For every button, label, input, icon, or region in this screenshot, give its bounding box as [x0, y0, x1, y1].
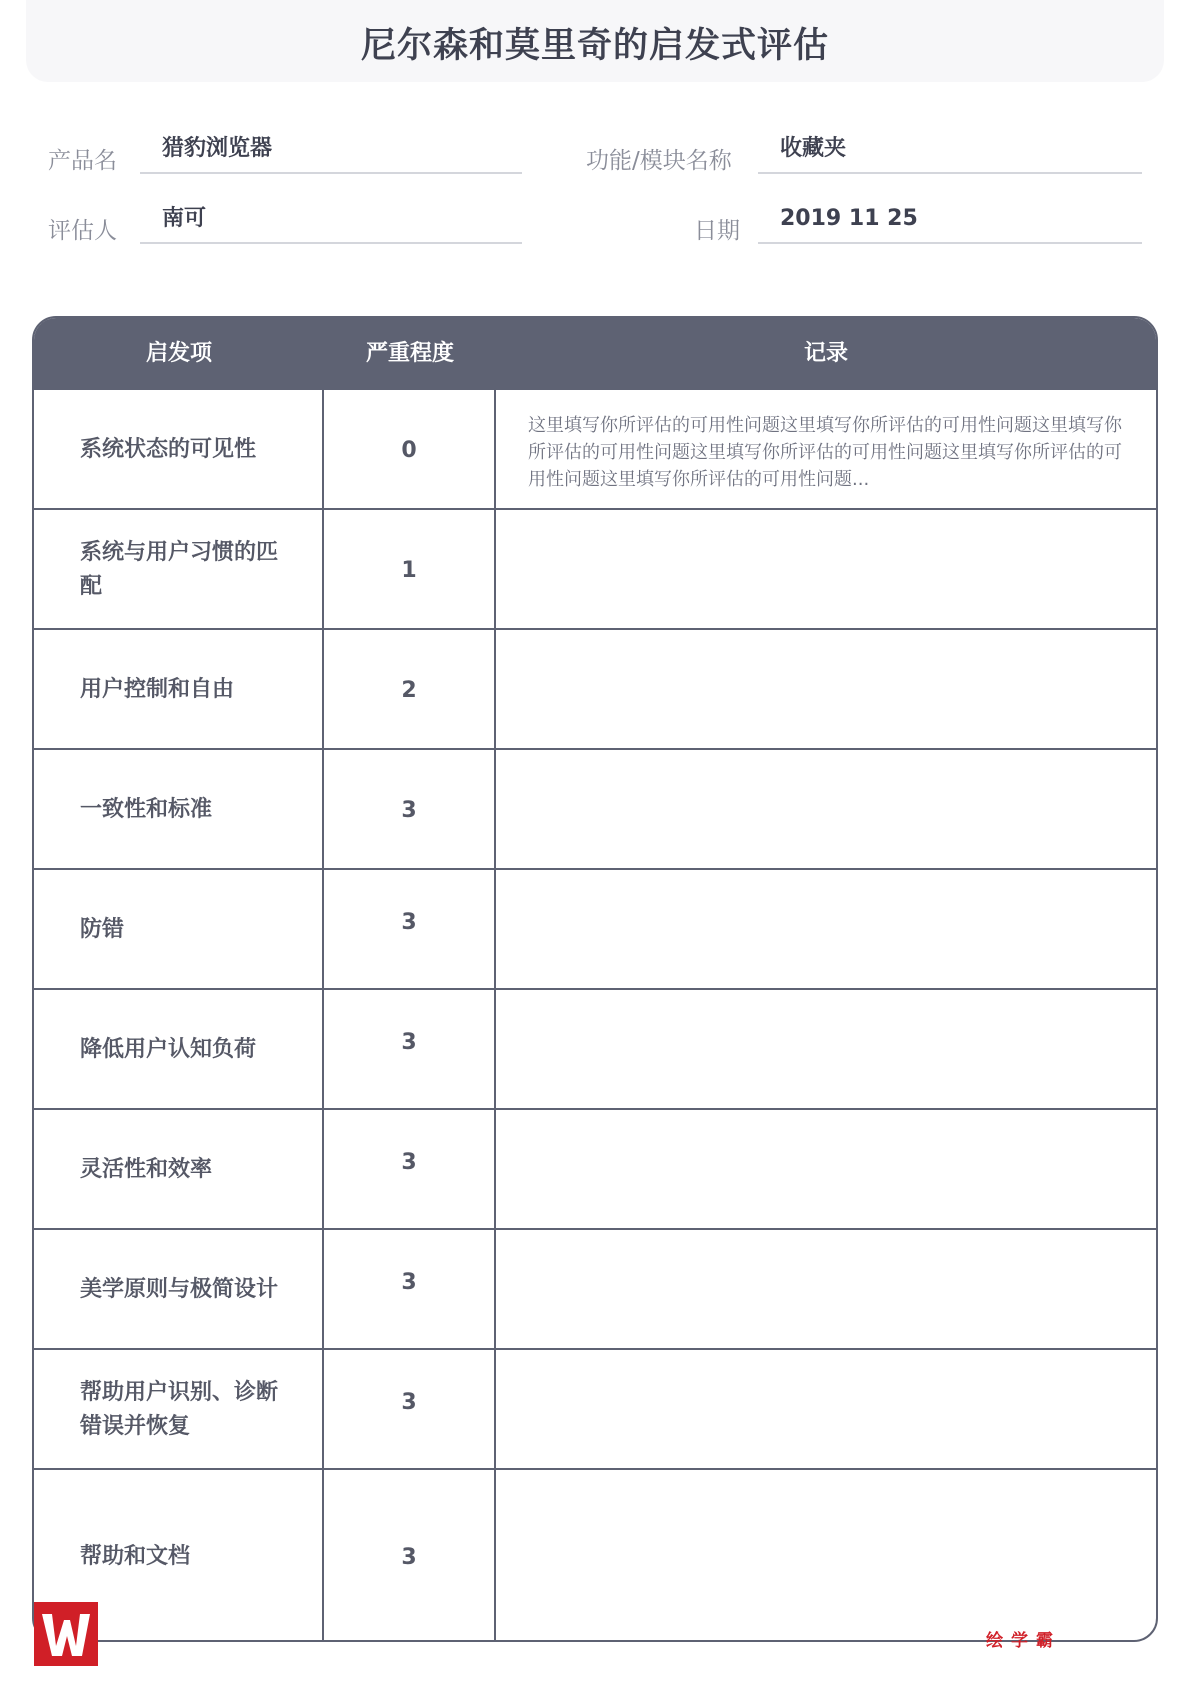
- page-title: 尼尔森和莫里奇的启发式评估: [360, 26, 829, 66]
- table-row: [34, 508, 1156, 630]
- severity-cell[interactable]: 2: [324, 630, 496, 750]
- evaluator-field[interactable]: 南可: [140, 202, 522, 244]
- header-notes: 记录: [803, 341, 848, 366]
- severity-cell[interactable]: 3: [324, 750, 496, 870]
- table-row: [34, 748, 1156, 870]
- notes-cell[interactable]: [496, 1230, 1156, 1350]
- notes-cell[interactable]: [496, 750, 1156, 870]
- notes-cell[interactable]: [496, 870, 1156, 990]
- module-label: 功能/模块名称: [586, 148, 732, 174]
- module-field[interactable]: 收藏夹: [758, 132, 1142, 174]
- heuristic-cell: 降低用户认知负荷: [34, 990, 324, 1110]
- heuristic-cell: 灵活性和效率: [34, 1110, 324, 1230]
- heuristic-cell: 帮助用户识别、诊断错误并恢复: [34, 1350, 324, 1470]
- heuristic-cell: 系统状态的可见性: [34, 390, 324, 510]
- brand-text: 绘学霸: [986, 1631, 1061, 1651]
- severity-cell[interactable]: 3: [324, 870, 496, 990]
- notes-cell[interactable]: [496, 1110, 1156, 1230]
- severity-cell[interactable]: 0: [324, 390, 496, 510]
- heuristic-cell: 一致性和标准: [34, 750, 324, 870]
- notes-cell[interactable]: [496, 1350, 1156, 1470]
- date-label: 日期: [694, 218, 740, 244]
- severity-cell[interactable]: 3: [324, 990, 496, 1110]
- table-row: [34, 1348, 1156, 1470]
- heuristic-cell: 美学原则与极简设计: [34, 1230, 324, 1350]
- severity-cell[interactable]: 3: [324, 1350, 496, 1470]
- table-row: [34, 628, 1156, 750]
- notes-cell[interactable]: 这里填写你所评估的可用性问题这里填写你所评估的可用性问题这里填写你所评估的可用性问题这里填写你所评估的可用性问题这里填写你所评估的可用性问题这里填写你所评估的可用性问题...: [528, 415, 1122, 490]
- severity-cell[interactable]: 1: [324, 510, 496, 630]
- notes-cell[interactable]: [496, 510, 1156, 630]
- heuristic-cell: 系统与用户习惯的匹配: [34, 510, 324, 630]
- evaluator-label: 评估人: [48, 218, 117, 244]
- notes-cell[interactable]: [496, 1470, 1156, 1642]
- product-label: 产品名: [48, 148, 117, 174]
- heuristic-cell: 用户控制和自由: [34, 630, 324, 750]
- heuristic-cell: 防错: [34, 870, 324, 990]
- table-row: [34, 1468, 1156, 1642]
- table-row: [34, 988, 1156, 1110]
- table-row: [34, 1228, 1156, 1350]
- brand-logo-icon: [34, 1602, 98, 1666]
- severity-cell[interactable]: 3: [324, 1110, 496, 1230]
- heuristic-table: [32, 316, 1158, 1642]
- product-field[interactable]: 猎豹浏览器: [140, 132, 522, 174]
- severity-cell[interactable]: 3: [324, 1230, 496, 1350]
- header-heuristic: 启发项: [145, 341, 212, 366]
- table-row: [34, 388, 1156, 510]
- date-field[interactable]: 2019 11 25: [758, 202, 1142, 244]
- notes-cell[interactable]: [496, 630, 1156, 750]
- table-row: [34, 1108, 1156, 1230]
- table-header: [34, 318, 1156, 390]
- heuristic-cell: 帮助和文档: [34, 1470, 324, 1642]
- severity-cell[interactable]: 3: [324, 1470, 496, 1642]
- header-severity: 严重程度: [365, 341, 454, 366]
- table-row: [34, 868, 1156, 990]
- notes-cell[interactable]: [496, 990, 1156, 1110]
